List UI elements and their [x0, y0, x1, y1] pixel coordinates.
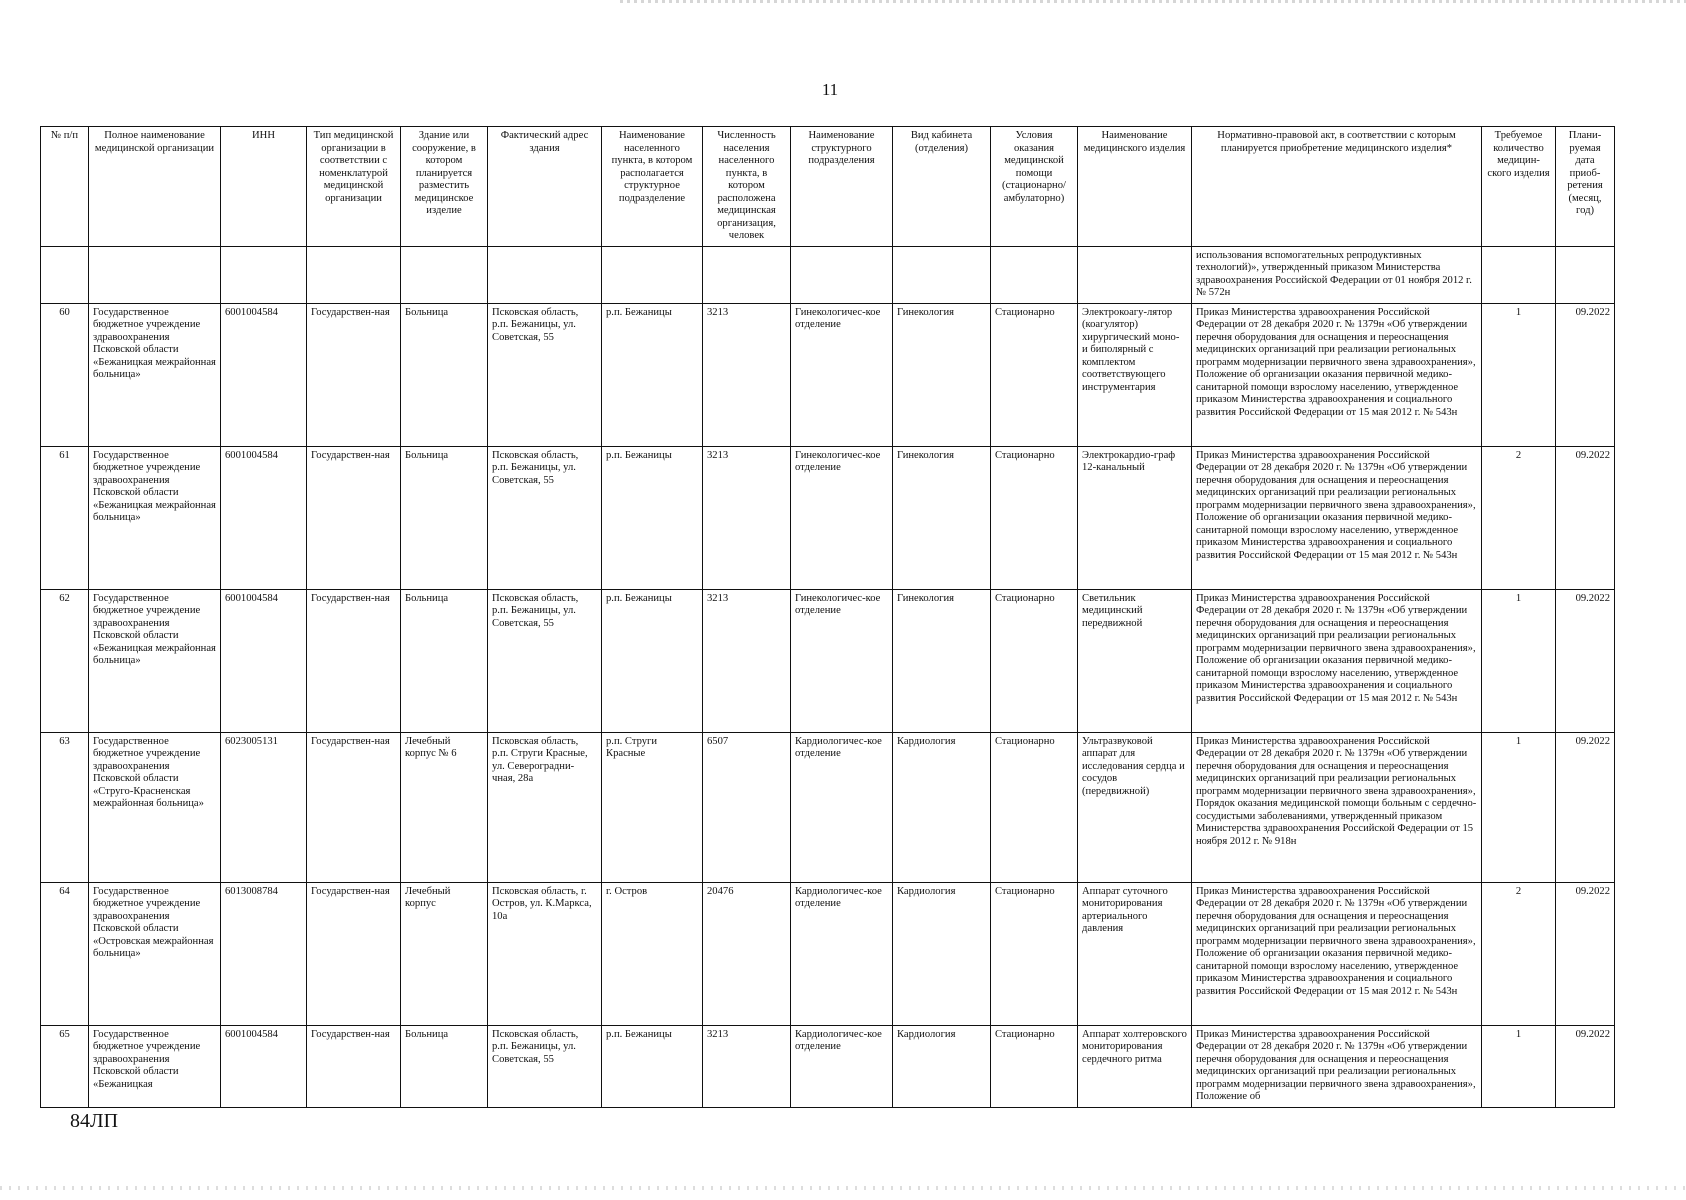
col-header-conditions: Условия оказания медицинской помощи (стационарно/ амбулаторно) [991, 127, 1078, 247]
unit: Гинекологичес-кое отделение [791, 446, 893, 589]
inn: 6001004584 [221, 446, 307, 589]
unit: Кардиологичес-кое отделение [791, 1025, 893, 1107]
equipment-table [40, 126, 1615, 1108]
address: Псковская область, г. Остров, ул. К.Маркса, 10а [488, 882, 602, 1025]
building: Больница [401, 303, 488, 446]
col-header-date: Плани-руемая дата приоб-ретения (месяц, год) [1556, 127, 1615, 247]
continuation-act-text: использования вспомогательных репродуктивных технологий)», утвержденный приказом Министерства здравоохранения Российской Федерации от 01 ноября 2012 г. № 572н [1192, 246, 1482, 303]
table-row [41, 446, 1615, 589]
org-type: Государствен-ная [307, 1025, 401, 1107]
population: 3213 [703, 446, 791, 589]
col-header-qty: Требуемое количество медицин-ского изделия [1482, 127, 1556, 247]
cabinet: Кардиология [893, 1025, 991, 1107]
footer-code: 84ЛП [70, 1110, 119, 1132]
col-header-locality: Наименование населенного пункта, в котором располагается структурное подразделение [602, 127, 703, 247]
locality: р.п. Струги Красные [602, 732, 703, 882]
col-header-act: Нормативно-правовой акт, в соответствии с которым планируется приобретение медицинского изделия* [1192, 127, 1482, 247]
org-name: Государственное бюджетное учреждение здравоохранения Псковской области «Бежаницкая межрайонная больница» [89, 589, 221, 732]
address: Псковская область, р.п. Бежаницы, ул. Советская, 55 [488, 589, 602, 732]
table-row [41, 732, 1615, 882]
table-row [41, 589, 1615, 732]
locality: р.п. Бежаницы [602, 303, 703, 446]
col-header-device: Наименование медицинского изделия [1078, 127, 1192, 247]
col-header-type: Тип медицинской организации в соответствии с номенклатурой медицинской организации [307, 127, 401, 247]
address: Псковская область, р.п. Струги Красные, ул. Североградни-чная, 28а [488, 732, 602, 882]
legal-act: Приказ Министерства здравоохранения Российской Федерации от 28 декабря 2020 г. № 1379н «Об утверждении перечня оборудования для оснащения и переоснащения медицинских организаций при реализации региональных программ модернизации первичного звена здравоохранения», Положение об организации оказания первичной медико-санитарной помощи взрослому населению, утвержденное приказом Министерства здравоохранения и социального развития Российской Федерации от 15 мая 2012 г. № 543н [1192, 589, 1482, 732]
continuation-row [41, 246, 1615, 303]
org-type: Государствен-ная [307, 446, 401, 589]
row-number: 62 [41, 589, 89, 732]
population: 3213 [703, 1025, 791, 1107]
locality: р.п. Бежаницы [602, 1025, 703, 1107]
quantity: 1 [1482, 732, 1556, 882]
conditions: Стационарно [991, 446, 1078, 589]
col-header-address: Фактический адрес здания [488, 127, 602, 247]
inn: 6013008784 [221, 882, 307, 1025]
unit: Гинекологичес-кое отделение [791, 303, 893, 446]
cabinet: Кардиология [893, 882, 991, 1025]
building: Больница [401, 446, 488, 589]
legal-act: Приказ Министерства здравоохранения Российской Федерации от 28 декабря 2020 г. № 1379н «Об утверждении перечня оборудования для оснащения и переоснащения медицинских организаций при реализации региональных программ модернизации первичного звена здравоохранения», Положение об организации оказания первичной медико-санитарной помощи взрослому населению, утвержденное приказом Министерства здравоохранения и социального развития Российской Федерации от 15 мая 2012 г. № 543н [1192, 882, 1482, 1025]
conditions: Стационарно [991, 732, 1078, 882]
device: Аппарат суточного мониторирования артериального давления [1078, 882, 1192, 1025]
org-name: Государственное бюджетное учреждение здравоохранения Псковской области «Струго-Красненская межрайонная больница» [89, 732, 221, 882]
col-header-population: Численность населения населенного пункта, в котором расположена медицинская организация, человек [703, 127, 791, 247]
locality: р.п. Бежаницы [602, 446, 703, 589]
legal-act: Приказ Министерства здравоохранения Российской Федерации от 28 декабря 2020 г. № 1379н «Об утверждении перечня оборудования для оснащения и переоснащения медицинских организаций при реализации региональных программ модернизации первичного звена здравоохранения», Положение об [1192, 1025, 1482, 1107]
quantity: 2 [1482, 446, 1556, 589]
org-name: Государственное бюджетное учреждение здравоохранения Псковской области «Бежаницкая межрайонная больница» [89, 446, 221, 589]
row-number: 60 [41, 303, 89, 446]
conditions: Стационарно [991, 589, 1078, 732]
building: Лечебный корпус № 6 [401, 732, 488, 882]
building: Лечебный корпус [401, 882, 488, 1025]
conditions: Стационарно [991, 1025, 1078, 1107]
purchase-date: 09.2022 [1556, 1025, 1615, 1107]
col-header-unit: Наименование структурного подразделения [791, 127, 893, 247]
row-number: 61 [41, 446, 89, 589]
population: 3213 [703, 589, 791, 732]
building: Больница [401, 1025, 488, 1107]
locality: г. Остров [602, 882, 703, 1025]
unit: Кардиологичес-кое отделение [791, 882, 893, 1025]
row-number: 63 [41, 732, 89, 882]
row-number: 64 [41, 882, 89, 1025]
device: Ультразвуковой аппарат для исследования сердца и сосудов (передвижной) [1078, 732, 1192, 882]
cabinet: Гинекология [893, 446, 991, 589]
purchase-date: 09.2022 [1556, 589, 1615, 732]
org-type: Государствен-ная [307, 303, 401, 446]
purchase-date: 09.2022 [1556, 732, 1615, 882]
cabinet: Гинекология [893, 589, 991, 732]
table-row [41, 1025, 1615, 1107]
purchase-date: 09.2022 [1556, 882, 1615, 1025]
col-header-cabinet: Вид кабинета (отделения) [893, 127, 991, 247]
address: Псковская область, р.п. Бежаницы, ул. Советская, 55 [488, 303, 602, 446]
device: Электрокардио-граф 12-канальный [1078, 446, 1192, 589]
org-name: Государственное бюджетное учреждение здравоохранения Псковской области «Бежаницкая [89, 1025, 221, 1107]
population: 20476 [703, 882, 791, 1025]
cabinet: Кардиология [893, 732, 991, 882]
device: Электрокоагу-лятор (коагулятор) хирургический моно- и биполярный с комплектом соответствующего инструментария [1078, 303, 1192, 446]
col-header-org: Полное наименование медицинской организации [89, 127, 221, 247]
org-type: Государствен-ная [307, 589, 401, 732]
org-type: Государствен-ная [307, 882, 401, 1025]
legal-act: Приказ Министерства здравоохранения Российской Федерации от 28 декабря 2020 г. № 1379н «Об утверждении перечня оборудования для оснащения и переоснащения медицинских организаций при реализации региональных программ модернизации первичного звена здравоохранения», Порядок оказания медицинской помощи больным с сердечно-сосудистыми заболеваниями, утвержденный приказом Министерства здравоохранения Российской Федерации от 15 ноября 2012 г. № 918н [1192, 732, 1482, 882]
quantity: 1 [1482, 1025, 1556, 1107]
quantity: 1 [1482, 303, 1556, 446]
org-type: Государствен-ная [307, 732, 401, 882]
table-row [41, 303, 1615, 446]
inn: 6001004584 [221, 303, 307, 446]
legal-act: Приказ Министерства здравоохранения Российской Федерации от 28 декабря 2020 г. № 1379н «Об утверждении перечня оборудования для оснащения и переоснащения медицинских организаций при реализации региональных программ модернизации первичного звена здравоохранения», Положение об организации оказания первичной медико-санитарной помощи взрослому населению, утвержденное приказом Министерства здравоохранения и социального развития Российской Федерации от 15 мая 2012 г. № 543н [1192, 446, 1482, 589]
org-name: Государственное бюджетное учреждение здравоохранения Псковской области «Бежаницкая межрайонная больница» [89, 303, 221, 446]
population: 3213 [703, 303, 791, 446]
col-header-inn: ИНН [221, 127, 307, 247]
address: Псковская область, р.п. Бежаницы, ул. Советская, 55 [488, 1025, 602, 1107]
building: Больница [401, 589, 488, 732]
scan-edge-top [620, 0, 1686, 3]
cabinet: Гинекология [893, 303, 991, 446]
page-number: 11 [821, 80, 839, 99]
device: Аппарат холтеровского мониторирования сердечного ритма [1078, 1025, 1192, 1107]
device: Светильник медицинский передвижной [1078, 589, 1192, 732]
table-row [41, 882, 1615, 1025]
legal-act: Приказ Министерства здравоохранения Российской Федерации от 28 декабря 2020 г. № 1379н «Об утверждении перечня оборудования для оснащения и переоснащения медицинских организаций при реализации региональных программ модернизации первичного звена здравоохранения», Положение об организации оказания первичной медико-санитарной помощи взрослому населению, утвержденное приказом Министерства здравоохранения и социального развития Российской Федерации от 15 мая 2012 г. № 543н [1192, 303, 1482, 446]
inn: 6001004584 [221, 1025, 307, 1107]
row-number: 65 [41, 1025, 89, 1107]
col-header-num: № п/п [41, 127, 89, 247]
conditions: Стационарно [991, 303, 1078, 446]
col-header-building: Здание или сооружение, в котором планируется разместить медицинское изделие [401, 127, 488, 247]
conditions: Стационарно [991, 882, 1078, 1025]
purchase-date: 09.2022 [1556, 446, 1615, 589]
quantity: 2 [1482, 882, 1556, 1025]
org-name: Государственное бюджетное учреждение здравоохранения Псковской области «Островская межрайонная больница» [89, 882, 221, 1025]
scan-edge-bottom [0, 1186, 1686, 1190]
address: Псковская область, р.п. Бежаницы, ул. Советская, 55 [488, 446, 602, 589]
quantity: 1 [1482, 589, 1556, 732]
unit: Кардиологичес-кое отделение [791, 732, 893, 882]
locality: р.п. Бежаницы [602, 589, 703, 732]
unit: Гинекологичес-кое отделение [791, 589, 893, 732]
inn: 6001004584 [221, 589, 307, 732]
population: 6507 [703, 732, 791, 882]
purchase-date: 09.2022 [1556, 303, 1615, 446]
header-row [41, 127, 1615, 247]
inn: 6023005131 [221, 732, 307, 882]
